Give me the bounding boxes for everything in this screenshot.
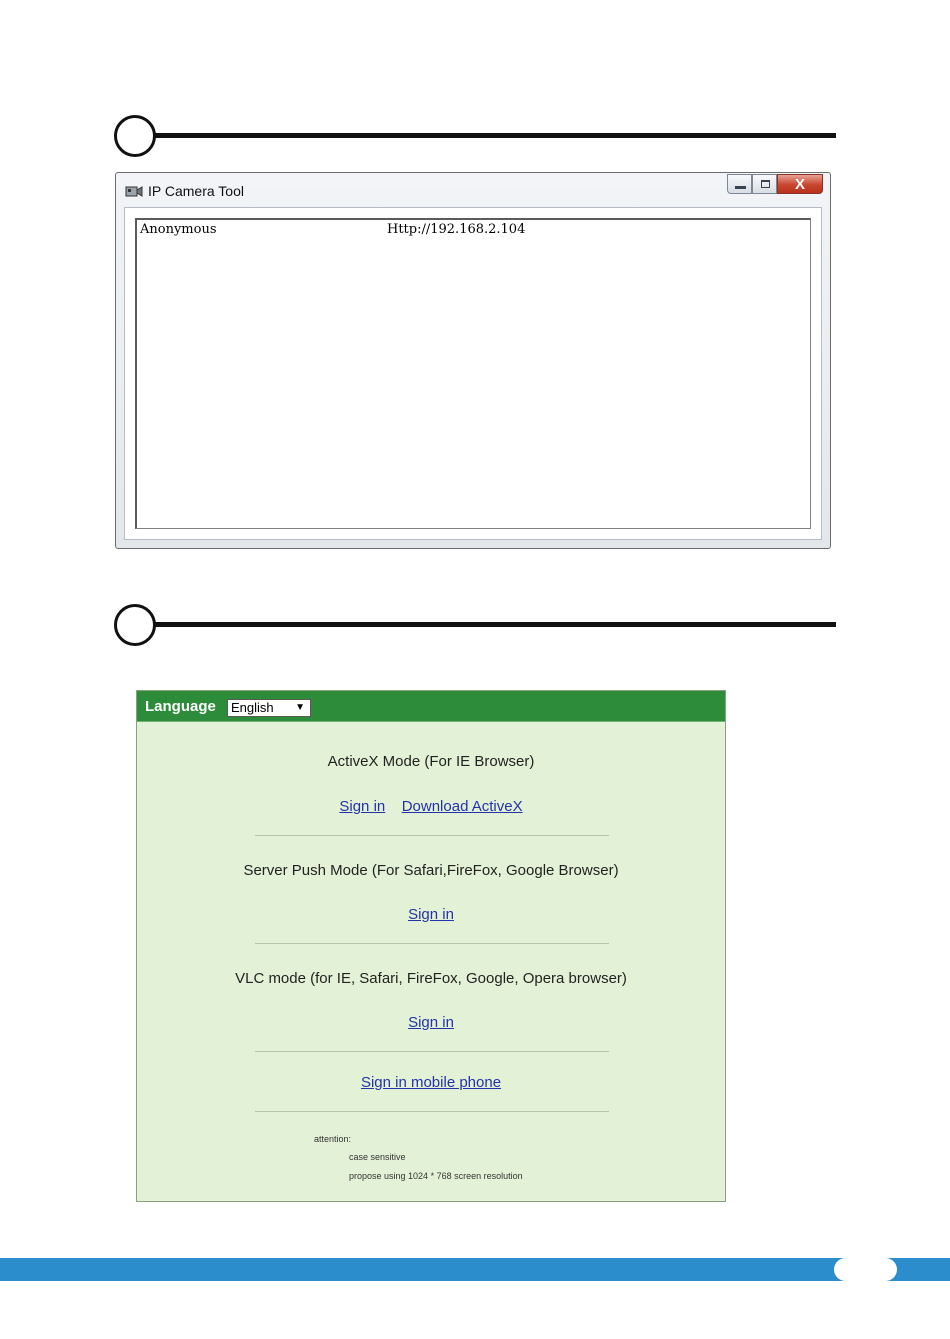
- divider: [255, 1111, 609, 1112]
- step-number-circle: [114, 604, 156, 646]
- language-bar: [137, 691, 725, 722]
- language-select[interactable]: [227, 699, 311, 717]
- language-label: Language: [145, 698, 216, 715]
- maximize-button[interactable]: [752, 174, 777, 194]
- window-controls: [727, 174, 823, 195]
- step-1-header: [114, 115, 836, 161]
- device-address: Http://192.168.2.104: [387, 222, 526, 237]
- device-name: Anonymous: [140, 222, 217, 237]
- page-number-pill: [834, 1258, 897, 1281]
- server-push-signin-link[interactable]: Sign in: [408, 906, 454, 923]
- step-2-header: [114, 604, 836, 650]
- activex-heading: ActiveX Mode (For IE Browser): [327, 753, 535, 770]
- language-selected-value: English: [231, 700, 274, 715]
- dropdown-arrow-icon: ▼: [295, 702, 305, 713]
- server-push-links: [137, 906, 725, 924]
- attention-label: attention:: [314, 1134, 352, 1144]
- window-titlebar[interactable]: [116, 173, 830, 207]
- device-list[interactable]: [135, 218, 811, 529]
- window-client-area: [124, 207, 822, 540]
- divider: [255, 835, 609, 836]
- maximize-icon: [761, 180, 770, 188]
- camera-login-panel: [136, 690, 726, 1202]
- vlc-signin-link[interactable]: Sign in: [408, 1014, 454, 1031]
- step-divider: [154, 133, 836, 138]
- step-number-circle: [114, 115, 156, 157]
- mobile-links: [137, 1074, 725, 1092]
- activex-signin-link[interactable]: Sign in: [339, 798, 386, 815]
- divider: [255, 1051, 609, 1052]
- attention-item: case sensitive: [349, 1152, 406, 1162]
- minimize-icon: [735, 186, 746, 189]
- server-push-heading: Server Push Mode (For Safari,FireFox, Google Browser): [243, 862, 619, 879]
- mobile-signin-link[interactable]: Sign in mobile phone: [360, 1074, 502, 1091]
- close-icon: X: [794, 176, 805, 193]
- attention-item: propose using 1024 * 768 screen resolution: [349, 1171, 523, 1181]
- download-activex-link[interactable]: Download ActiveX: [401, 798, 523, 815]
- vlc-links: [137, 1014, 725, 1032]
- ip-camera-tool-window: [115, 172, 831, 549]
- vlc-heading: VLC mode (for IE, Safari, FireFox, Google, Opera browser): [235, 970, 627, 987]
- window-title: IP Camera Tool: [148, 183, 244, 199]
- camera-icon: [125, 185, 143, 198]
- divider: [255, 943, 609, 944]
- minimize-button[interactable]: [727, 174, 752, 194]
- close-button[interactable]: [777, 174, 823, 194]
- footer-bar: [0, 1258, 950, 1281]
- activex-links: [137, 798, 725, 816]
- step-divider: [154, 622, 836, 627]
